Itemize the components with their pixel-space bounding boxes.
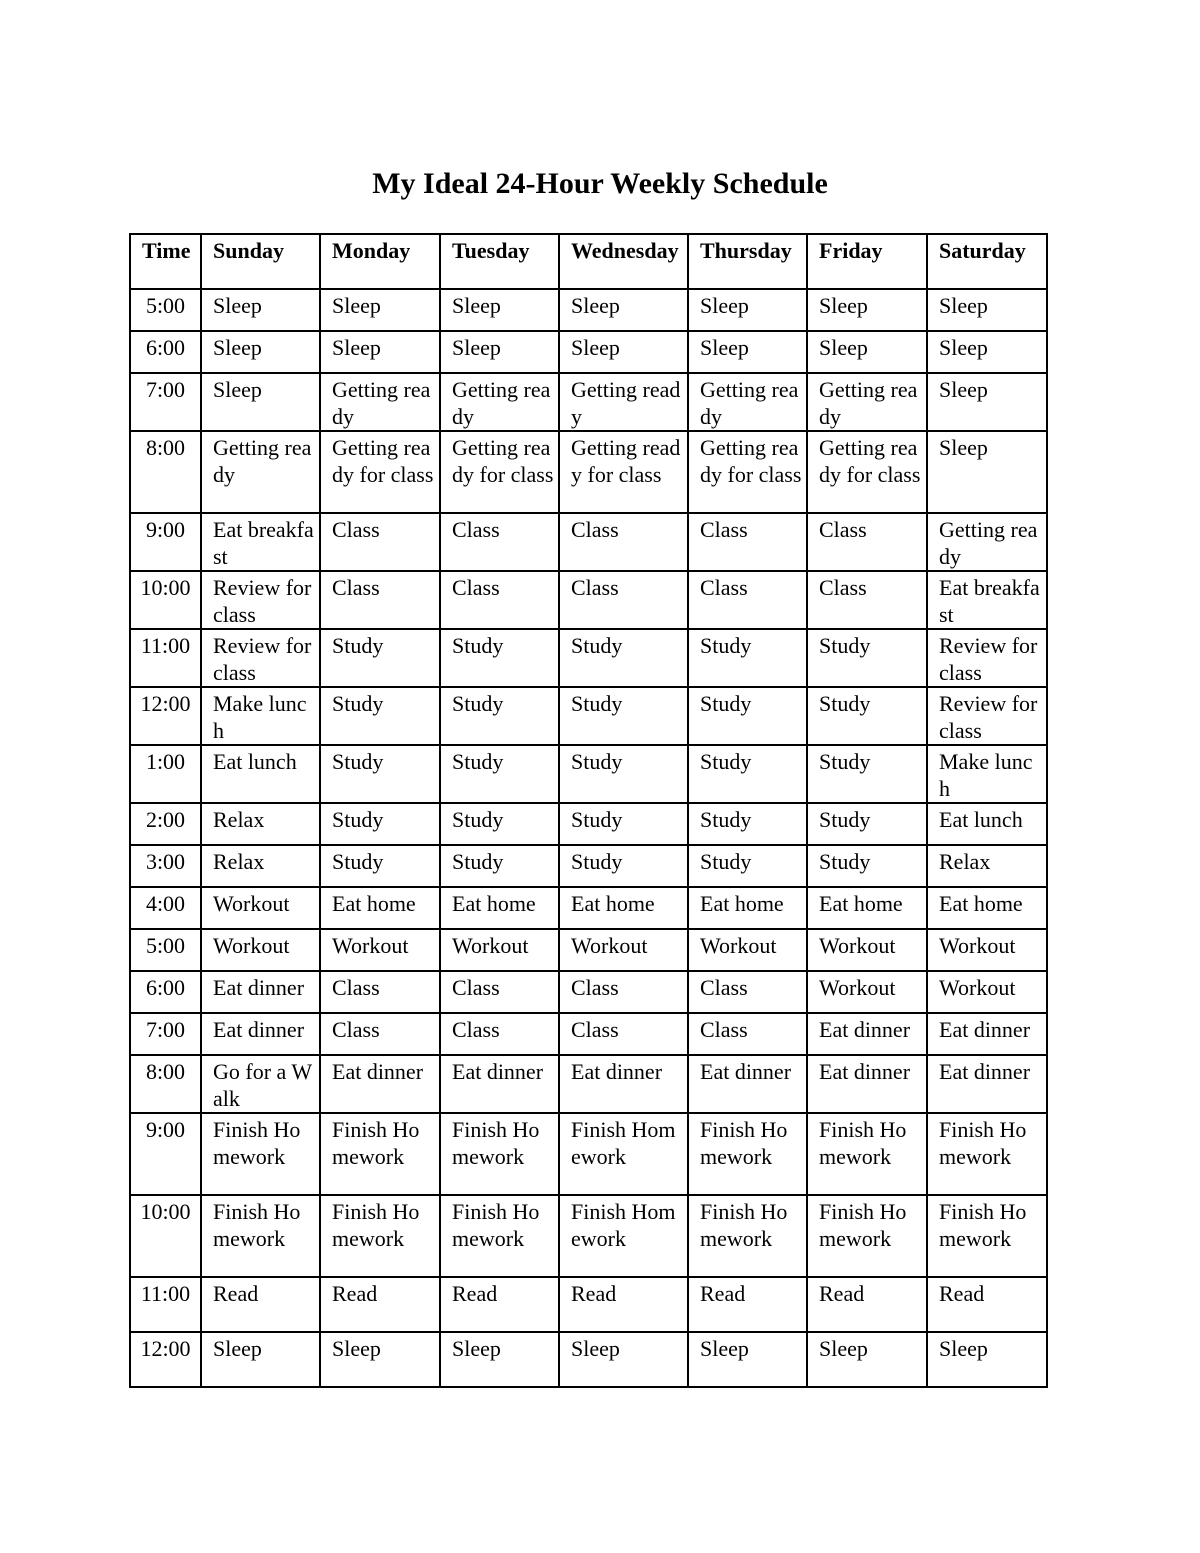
activity-cell-friday: Eat dinner xyxy=(807,1055,927,1113)
activity-cell-sunday: Read xyxy=(201,1277,320,1332)
activity-cell-wednesday: Finish Homework xyxy=(559,1113,688,1195)
activity-cell-monday: Finish Homework xyxy=(320,1113,440,1195)
activity-cell-thursday: Study xyxy=(688,803,807,845)
activity-cell-thursday: Getting ready xyxy=(688,373,807,431)
activity-cell-sunday: Sleep xyxy=(201,373,320,431)
column-header-monday: Monday xyxy=(320,234,440,289)
activity-cell-saturday: Review for class xyxy=(927,629,1047,687)
activity-cell-monday: Sleep xyxy=(320,289,440,331)
activity-cell-thursday: Class xyxy=(688,971,807,1013)
activity-cell-thursday: Finish Homework xyxy=(688,1113,807,1195)
activity-cell-saturday: Sleep xyxy=(927,1332,1047,1387)
table-header-row xyxy=(130,234,1047,289)
activity-cell-friday: Eat home xyxy=(807,887,927,929)
activity-cell-friday: Eat dinner xyxy=(807,1013,927,1055)
time-cell: 7:00 xyxy=(130,1013,201,1055)
activity-cell-friday: Getting ready xyxy=(807,373,927,431)
time-cell: 12:00 xyxy=(130,1332,201,1387)
activity-cell-saturday: Eat lunch xyxy=(927,803,1047,845)
activity-cell-sunday: Review for class xyxy=(201,629,320,687)
activity-cell-tuesday: Read xyxy=(440,1277,559,1332)
activity-cell-sunday: Finish Homework xyxy=(201,1113,320,1195)
activity-cell-wednesday: Class xyxy=(559,513,688,571)
activity-cell-monday: Getting ready xyxy=(320,373,440,431)
column-header-time: Time xyxy=(130,234,201,289)
table-row xyxy=(130,1055,1047,1113)
activity-cell-monday: Sleep xyxy=(320,331,440,373)
activity-cell-thursday: Eat dinner xyxy=(688,1055,807,1113)
activity-cell-wednesday: Read xyxy=(559,1277,688,1332)
activity-cell-monday: Study xyxy=(320,745,440,803)
activity-cell-friday: Study xyxy=(807,629,927,687)
activity-cell-friday: Read xyxy=(807,1277,927,1332)
activity-cell-tuesday: Getting ready xyxy=(440,373,559,431)
activity-cell-thursday: Read xyxy=(688,1277,807,1332)
activity-cell-tuesday: Eat home xyxy=(440,887,559,929)
activity-cell-wednesday: Workout xyxy=(559,929,688,971)
activity-cell-wednesday: Study xyxy=(559,629,688,687)
time-cell: 6:00 xyxy=(130,331,201,373)
activity-cell-thursday: Eat home xyxy=(688,887,807,929)
activity-cell-friday: Sleep xyxy=(807,289,927,331)
activity-cell-tuesday: Class xyxy=(440,571,559,629)
time-cell: 11:00 xyxy=(130,1277,201,1332)
activity-cell-saturday: Eat dinner xyxy=(927,1013,1047,1055)
column-header-thursday: Thursday xyxy=(688,234,807,289)
activity-cell-monday: Read xyxy=(320,1277,440,1332)
activity-cell-saturday: Workout xyxy=(927,971,1047,1013)
activity-cell-sunday: Eat lunch xyxy=(201,745,320,803)
activity-cell-monday: Study xyxy=(320,629,440,687)
activity-cell-sunday: Workout xyxy=(201,887,320,929)
activity-cell-wednesday: Finish Homework xyxy=(559,1195,688,1277)
activity-cell-sunday: Review for class xyxy=(201,571,320,629)
table-row xyxy=(130,745,1047,803)
table-row xyxy=(130,431,1047,513)
activity-cell-sunday: Workout xyxy=(201,929,320,971)
activity-cell-monday: Finish Homework xyxy=(320,1195,440,1277)
activity-cell-tuesday: Class xyxy=(440,971,559,1013)
column-header-tuesday: Tuesday xyxy=(440,234,559,289)
table-row xyxy=(130,373,1047,431)
activity-cell-thursday: Sleep xyxy=(688,1332,807,1387)
activity-cell-monday: Eat dinner xyxy=(320,1055,440,1113)
activity-cell-tuesday: Getting ready for class xyxy=(440,431,559,513)
activity-cell-tuesday: Study xyxy=(440,687,559,745)
activity-cell-wednesday: Sleep xyxy=(559,331,688,373)
activity-cell-friday: Workout xyxy=(807,929,927,971)
time-cell: 1:00 xyxy=(130,745,201,803)
activity-cell-monday: Sleep xyxy=(320,1332,440,1387)
activity-cell-saturday: Getting ready xyxy=(927,513,1047,571)
activity-cell-monday: Study xyxy=(320,845,440,887)
table-row xyxy=(130,289,1047,331)
activity-cell-thursday: Finish Homework xyxy=(688,1195,807,1277)
activity-cell-thursday: Class xyxy=(688,1013,807,1055)
activity-cell-tuesday: Workout xyxy=(440,929,559,971)
column-header-wednesday: Wednesday xyxy=(559,234,688,289)
schedule-table xyxy=(129,233,1048,1388)
table-row xyxy=(130,845,1047,887)
table-row xyxy=(130,1113,1047,1195)
activity-cell-thursday: Study xyxy=(688,845,807,887)
activity-cell-tuesday: Study xyxy=(440,803,559,845)
activity-cell-wednesday: Eat dinner xyxy=(559,1055,688,1113)
activity-cell-sunday: Relax xyxy=(201,803,320,845)
activity-cell-tuesday: Eat dinner xyxy=(440,1055,559,1113)
activity-cell-tuesday: Sleep xyxy=(440,289,559,331)
activity-cell-monday: Workout xyxy=(320,929,440,971)
table-row xyxy=(130,1332,1047,1387)
time-cell: 5:00 xyxy=(130,289,201,331)
activity-cell-saturday: Relax xyxy=(927,845,1047,887)
column-header-sunday: Sunday xyxy=(201,234,320,289)
activity-cell-saturday: Sleep xyxy=(927,431,1047,513)
activity-cell-friday: Class xyxy=(807,571,927,629)
activity-cell-friday: Study xyxy=(807,845,927,887)
activity-cell-friday: Finish Homework xyxy=(807,1113,927,1195)
time-cell: 3:00 xyxy=(130,845,201,887)
activity-cell-tuesday: Finish Homework xyxy=(440,1195,559,1277)
activity-cell-thursday: Class xyxy=(688,513,807,571)
activity-cell-monday: Getting ready for class xyxy=(320,431,440,513)
activity-cell-wednesday: Eat home xyxy=(559,887,688,929)
activity-cell-wednesday: Class xyxy=(559,1013,688,1055)
activity-cell-saturday: Finish Homework xyxy=(927,1195,1047,1277)
activity-cell-sunday: Make lunch xyxy=(201,687,320,745)
time-cell: 5:00 xyxy=(130,929,201,971)
activity-cell-saturday: Review for class xyxy=(927,687,1047,745)
activity-cell-thursday: Workout xyxy=(688,929,807,971)
column-header-saturday: Saturday xyxy=(927,234,1047,289)
activity-cell-friday: Class xyxy=(807,513,927,571)
table-row xyxy=(130,929,1047,971)
table-row xyxy=(130,1195,1047,1277)
activity-cell-thursday: Study xyxy=(688,745,807,803)
table-row xyxy=(130,331,1047,373)
table-row xyxy=(130,1277,1047,1332)
activity-cell-friday: Finish Homework xyxy=(807,1195,927,1277)
activity-cell-tuesday: Class xyxy=(440,1013,559,1055)
activity-cell-saturday: Eat home xyxy=(927,887,1047,929)
time-cell: 4:00 xyxy=(130,887,201,929)
activity-cell-monday: Study xyxy=(320,687,440,745)
activity-cell-thursday: Study xyxy=(688,629,807,687)
activity-cell-sunday: Sleep xyxy=(201,331,320,373)
time-cell: 2:00 xyxy=(130,803,201,845)
time-cell: 10:00 xyxy=(130,571,201,629)
time-cell: 12:00 xyxy=(130,687,201,745)
activity-cell-thursday: Sleep xyxy=(688,289,807,331)
activity-cell-saturday: Finish Homework xyxy=(927,1113,1047,1195)
activity-cell-monday: Study xyxy=(320,803,440,845)
activity-cell-wednesday: Getting ready for class xyxy=(559,431,688,513)
time-cell: 8:00 xyxy=(130,431,201,513)
time-cell: 7:00 xyxy=(130,373,201,431)
time-cell: 9:00 xyxy=(130,1113,201,1195)
activity-cell-tuesday: Sleep xyxy=(440,331,559,373)
activity-cell-tuesday: Sleep xyxy=(440,1332,559,1387)
activity-cell-thursday: Sleep xyxy=(688,331,807,373)
activity-cell-sunday: Finish Homework xyxy=(201,1195,320,1277)
table-row xyxy=(130,629,1047,687)
activity-cell-friday: Sleep xyxy=(807,331,927,373)
activity-cell-sunday: Sleep xyxy=(201,289,320,331)
activity-cell-saturday: Workout xyxy=(927,929,1047,971)
activity-cell-monday: Class xyxy=(320,513,440,571)
column-header-friday: Friday xyxy=(807,234,927,289)
table-row xyxy=(130,513,1047,571)
activity-cell-tuesday: Study xyxy=(440,845,559,887)
activity-cell-thursday: Getting ready for class xyxy=(688,431,807,513)
activity-cell-wednesday: Study xyxy=(559,803,688,845)
table-row xyxy=(130,971,1047,1013)
activity-cell-tuesday: Finish Homework xyxy=(440,1113,559,1195)
activity-cell-sunday: Getting ready xyxy=(201,431,320,513)
activity-cell-saturday: Sleep xyxy=(927,373,1047,431)
activity-cell-wednesday: Class xyxy=(559,571,688,629)
time-cell: 6:00 xyxy=(130,971,201,1013)
activity-cell-friday: Study xyxy=(807,745,927,803)
activity-cell-friday: Sleep xyxy=(807,1332,927,1387)
table-row xyxy=(130,803,1047,845)
activity-cell-monday: Eat home xyxy=(320,887,440,929)
activity-cell-tuesday: Class xyxy=(440,513,559,571)
activity-cell-saturday: Sleep xyxy=(927,289,1047,331)
activity-cell-tuesday: Study xyxy=(440,745,559,803)
activity-cell-wednesday: Class xyxy=(559,971,688,1013)
activity-cell-friday: Study xyxy=(807,803,927,845)
table-row xyxy=(130,687,1047,745)
table-row xyxy=(130,887,1047,929)
activity-cell-sunday: Eat dinner xyxy=(201,971,320,1013)
time-cell: 11:00 xyxy=(130,629,201,687)
table-row xyxy=(130,571,1047,629)
activity-cell-sunday: Sleep xyxy=(201,1332,320,1387)
activity-cell-monday: Class xyxy=(320,1013,440,1055)
activity-cell-wednesday: Sleep xyxy=(559,289,688,331)
table-row xyxy=(130,1013,1047,1055)
table-body xyxy=(130,289,1047,1387)
activity-cell-sunday: Eat dinner xyxy=(201,1013,320,1055)
activity-cell-wednesday: Study xyxy=(559,845,688,887)
activity-cell-tuesday: Study xyxy=(440,629,559,687)
activity-cell-saturday: Sleep xyxy=(927,331,1047,373)
activity-cell-monday: Class xyxy=(320,971,440,1013)
time-cell: 8:00 xyxy=(130,1055,201,1113)
activity-cell-saturday: Read xyxy=(927,1277,1047,1332)
page-title: My Ideal 24-Hour Weekly Schedule xyxy=(372,167,828,200)
activity-cell-saturday: Eat dinner xyxy=(927,1055,1047,1113)
activity-cell-monday: Class xyxy=(320,571,440,629)
time-cell: 9:00 xyxy=(130,513,201,571)
activity-cell-sunday: Relax xyxy=(201,845,320,887)
activity-cell-wednesday: Study xyxy=(559,687,688,745)
activity-cell-saturday: Eat breakfast xyxy=(927,571,1047,629)
activity-cell-thursday: Class xyxy=(688,571,807,629)
activity-cell-wednesday: Getting ready xyxy=(559,373,688,431)
activity-cell-friday: Workout xyxy=(807,971,927,1013)
activity-cell-wednesday: Sleep xyxy=(559,1332,688,1387)
activity-cell-friday: Study xyxy=(807,687,927,745)
activity-cell-sunday: Go for a Walk xyxy=(201,1055,320,1113)
activity-cell-friday: Getting ready for class xyxy=(807,431,927,513)
time-cell: 10:00 xyxy=(130,1195,201,1277)
activity-cell-thursday: Study xyxy=(688,687,807,745)
activity-cell-saturday: Make lunch xyxy=(927,745,1047,803)
activity-cell-sunday: Eat breakfast xyxy=(201,513,320,571)
activity-cell-wednesday: Study xyxy=(559,745,688,803)
